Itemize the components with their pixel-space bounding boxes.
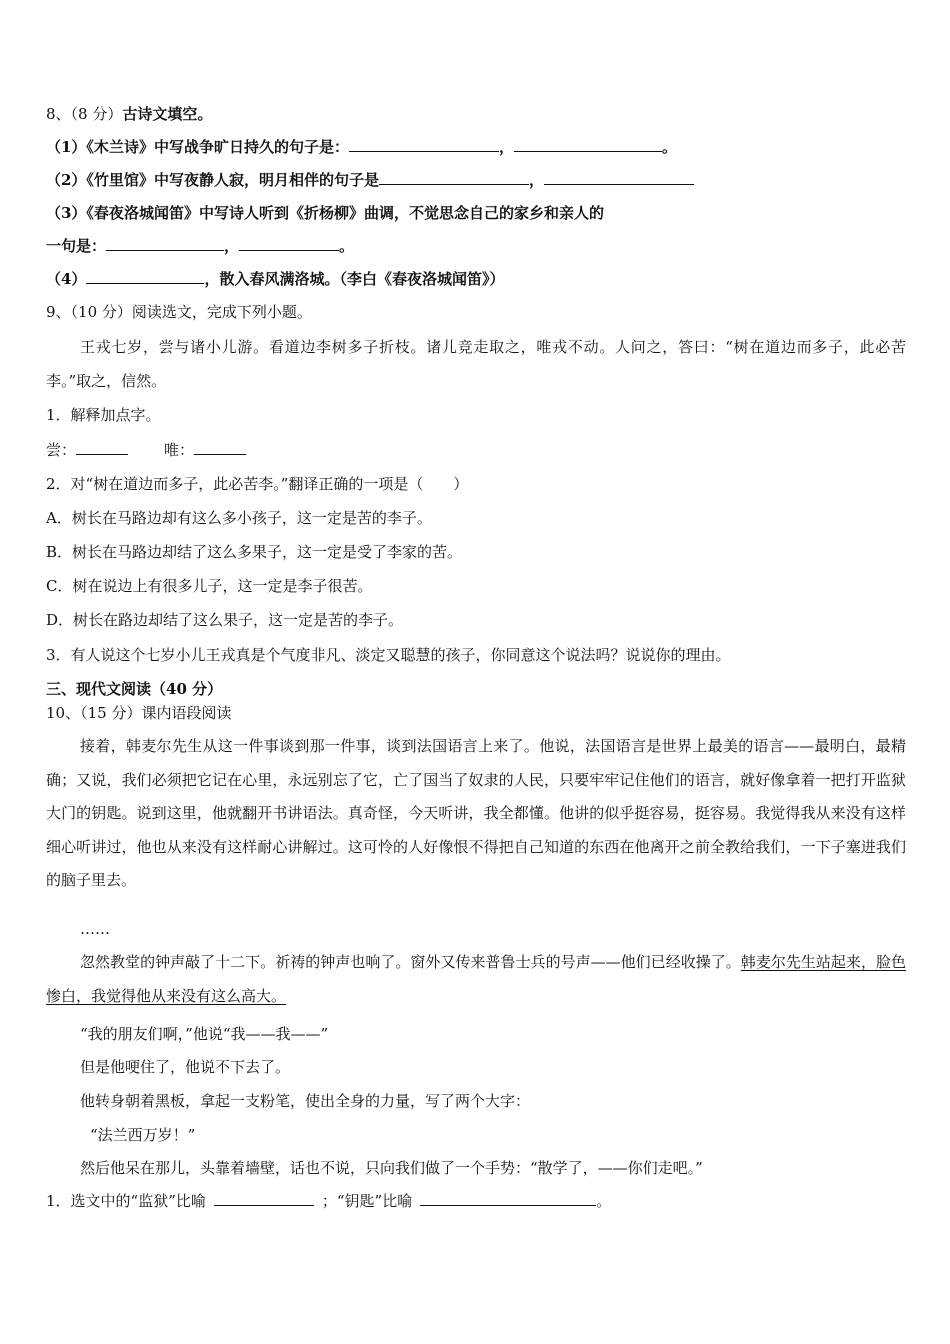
q8-item-1 [46,137,677,157]
q10-line-7: 然后他呆在那儿，头靠着墙壁，话也不说，只向我们做了一个手势：“散学了，——你们走吧。” [80,1159,703,1177]
q9-sub3: 3．有人说这个七岁小儿王戎真是个气度非凡、淡定又聪慧的孩子，你同意这个说法吗？说说你的理由。 [46,646,731,664]
q9-sub2: 2．对“树在道边而多子，此必苦李。”翻译正确的一项是（ ） [46,475,469,493]
q8-item-3-line1: （3）《春夜洛城闻笛》中写诗人听到《折杨柳》曲调，不觉思念自己的家乡和亲人的 [46,204,604,222]
q10-line-5: 他转身朝着黑板，拿起一支粉笔，使出全身的力量，写了两个大字： [80,1092,531,1110]
q9-sub1: 1．解释加点字。 [46,406,161,424]
answer-blank[interactable] [106,236,224,251]
q9-passage: 王戎七岁，尝与诸小儿游。看道边李树多子折枝。诸儿竞走取之，唯戎不动。人问之，答曰：“树在道边而多子，此必苦李。”取之，信然。 [46,338,906,390]
answer-blank[interactable] [514,137,662,152]
answer-blank[interactable] [214,1191,314,1206]
punct: ， [224,237,240,255]
answer-blank[interactable] [194,440,246,455]
q8-item-3-line2 [46,236,354,256]
section-heading: 三、现代文阅读（40 分） [46,680,223,698]
q10-line-4: 但是他哽住了，他说不下去了。 [80,1058,291,1076]
q8-number: 8、（8 分） [46,105,123,123]
q8-item-2-label: （2）《竹里馆》中写夜静人寂，明月相伴的句子是 [46,171,379,189]
q10-paragraph-1: 接着，韩麦尔先生从这一件事谈到那一件事，谈到法国语言上来了。他说，法国语言是世界上最美的语言——最明白，最精确；又说，我们必须把它记在心里，永远别忘了它，亡了国当了奴隶的人民，只要牢牢记住他们的语言，就好像拿着一把打开监狱大门的钥匙。说到这里，他就翻开书讲语法。真奇怪，今天听讲，我全都懂。他讲的似乎挺容易，挺容易。我觉得我从来没有这样细心听讲过，他也从来没有这样耐心讲解过。这可怜的人好像恨不得把自己知道的东西在他离开之前全教给我们，一下子塞进我们的脑子里去。 [46,737,906,890]
word-1: 尝： [46,441,77,459]
answer-blank[interactable] [379,170,529,185]
punct: ， [498,138,514,156]
answer-blank[interactable] [76,440,128,455]
q10-paragraph-2 [46,946,906,1013]
q9-word-blanks [46,440,246,460]
answer-blank[interactable] [239,236,339,251]
q10-sub1-mid: ；“钥匙”比喻 [321,1192,413,1210]
q10-paragraph-2-text: 忽然教堂的钟声敲了十二下。祈祷的钟声也响了。窗外又传来普鲁士兵的号声——他们已经收操了。 [80,953,741,971]
q8-instruction: 古诗文填空。 [122,105,213,123]
q8-item-4-label: （4） [46,270,87,288]
answer-blank[interactable] [544,170,694,185]
q8-item-4 [46,269,504,289]
punct: ， [528,171,544,189]
answer-blank[interactable] [420,1191,596,1206]
q10-line-6: “法兰西万岁！” [90,1126,196,1144]
option-d[interactable]: D．树长在路边却结了这么果子，这一定是苦的李子。 [46,611,404,629]
option-b[interactable]: B．树长在马路边却结了这么多果子，这一定是受了李家的苦。 [46,543,463,561]
punct: 。 [596,1192,612,1210]
q10-title: 10、（15 分）课内语段阅读 [46,704,232,722]
q8-item-2 [46,170,694,190]
q10-sub1 [46,1191,611,1211]
punct: 。 [339,237,355,255]
underlined-sentence: 韩麦尔先生站起来，脸色惨白，我觉得他从来没有这么高大。 [46,953,906,1005]
q8-title [46,104,212,124]
q10-line-3: “我的朋友们啊，”他说“我——我——” [80,1025,329,1043]
q8-item-4-rest: ，散入春风满洛城。（李白《春夜洛城闻笛》） [204,270,505,288]
q10-sub1-label: 1．选文中的“监狱”比喻 [46,1192,206,1210]
ellipsis: …… [80,920,110,938]
q8-item-3-label: 一句是： [46,237,107,255]
answer-blank[interactable] [349,137,499,152]
answer-blank[interactable] [86,269,204,284]
punct: 。 [661,138,677,156]
q8-item-1-label: （1）《木兰诗》中写战争旷日持久的句子是： [46,138,349,156]
option-a[interactable]: A．树长在马路边却有这么多小孩子，这一定是苦的李子。 [46,509,432,527]
q9-title: 9、（10 分）阅读选文，完成下列小题。 [46,303,312,321]
option-c[interactable]: C．树在说边上有很多儿子，这一定是李子很苦。 [46,577,373,595]
word-2: 唯： [164,441,195,459]
